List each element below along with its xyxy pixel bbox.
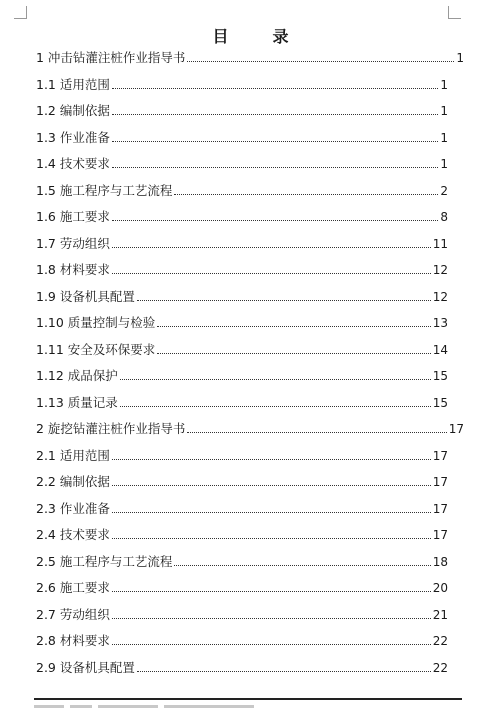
toc-section-entry[interactable]	[36, 75, 448, 93]
toc-page-number: 20	[432, 581, 448, 595]
toc-entry-text: 2.4 技术要求	[36, 527, 110, 542]
toc-entry-text: 2.9 设备机具配置	[36, 659, 135, 675]
toc-page-number: 1	[440, 157, 448, 171]
toc-entry-text: 1.5 施工程序与工艺流程	[36, 182, 173, 198]
toc-entry-text: 1.4 技术要求	[36, 156, 110, 171]
toc-entry-text: 1.9 设备机具配置	[36, 288, 135, 304]
toc-dot-leader	[112, 537, 431, 539]
toc-entry-text: 1.12 成品保护	[36, 368, 118, 383]
toc-entry-text: 1.8 材料要求	[36, 262, 110, 277]
toc-section-entry[interactable]	[36, 472, 448, 490]
crop-mark-top-left	[14, 6, 27, 19]
toc-entry-text: 2.3 作业准备	[36, 500, 110, 516]
toc-chapter-entry[interactable]	[36, 419, 464, 437]
toc-entry-text: 1.7 劳动组织	[36, 235, 110, 251]
toc-page-number: 2	[440, 183, 448, 198]
toc-entry-text: 2.2 编制依据	[36, 474, 110, 489]
toc-dot-leader	[187, 60, 454, 62]
toc-entry-text: 1.2 编制依据	[36, 103, 110, 118]
toc-section-entry[interactable]	[36, 631, 448, 649]
toc-page-number: 13	[432, 316, 448, 330]
toc-dot-leader	[120, 378, 431, 380]
toc-section-entry[interactable]	[36, 313, 448, 331]
toc-section-entry[interactable]	[36, 393, 448, 411]
toc-page-number: 1	[456, 51, 464, 65]
toc-entry-text: 2.7 劳动组织	[36, 606, 110, 622]
toc-entry-text: 1.6 施工要求	[36, 209, 110, 224]
toc-dot-leader	[157, 325, 430, 327]
toc-dot-leader	[112, 113, 439, 115]
toc-section-entry[interactable]	[36, 234, 448, 252]
toc-entry-text: 2.6 施工要求	[36, 580, 110, 595]
toc-dot-leader	[112, 617, 431, 619]
toc-dot-leader	[174, 564, 430, 566]
toc-page-number: 17	[432, 501, 448, 516]
toc-page-number: 12	[432, 263, 448, 277]
toc-section-entry[interactable]	[36, 154, 448, 172]
toc-page-number: 1	[440, 104, 448, 118]
toc-dot-leader	[112, 166, 439, 168]
toc-dot-leader	[112, 272, 431, 274]
toc-section-entry[interactable]	[36, 605, 448, 623]
toc-section-entry[interactable]	[36, 499, 448, 517]
toc-page-number: 18	[432, 554, 448, 569]
toc-dot-leader	[112, 219, 439, 221]
toc-dot-leader	[137, 299, 431, 301]
toc-page-number: 17	[448, 422, 464, 436]
toc-section-entry[interactable]	[36, 578, 448, 596]
toc-dot-leader	[174, 193, 438, 195]
toc-entry-text: 2.5 施工程序与工艺流程	[36, 553, 173, 569]
footer-rule	[34, 698, 462, 700]
toc-entry-text: 1.13 质量记录	[36, 394, 118, 410]
toc-page-number: 14	[432, 342, 448, 357]
toc-section-entry[interactable]	[36, 181, 448, 199]
toc-page-number: 12	[432, 289, 448, 304]
toc-page-number: 22	[432, 634, 448, 648]
toc-dot-leader	[112, 484, 431, 486]
toc-entry-text: 1.1 适用范围	[36, 76, 110, 92]
toc-section-entry[interactable]	[36, 287, 448, 305]
toc-dot-leader	[137, 670, 431, 672]
toc-page-number: 17	[432, 475, 448, 489]
toc-entry-text: 1 冲击钻灌注桩作业指导书	[36, 50, 186, 65]
toc-page-number: 15	[432, 395, 448, 410]
toc-dot-leader	[157, 352, 430, 354]
toc-section-entry[interactable]	[36, 128, 448, 146]
toc-page-number: 17	[432, 448, 448, 463]
toc-entry-text: 1.3 作业准备	[36, 129, 110, 145]
toc-page-number: 11	[432, 236, 448, 251]
toc-section-entry[interactable]	[36, 525, 448, 543]
toc-dot-leader	[187, 431, 446, 433]
toc-section-entry[interactable]	[36, 552, 448, 570]
toc-dot-leader	[112, 590, 431, 592]
crop-mark-top-right	[448, 6, 461, 19]
toc-dot-leader	[112, 511, 431, 513]
toc-page-number: 22	[432, 660, 448, 675]
toc-section-entry[interactable]	[36, 101, 448, 119]
toc-page-number: 21	[432, 607, 448, 622]
toc-page-number: 8	[440, 210, 448, 224]
toc-page-number: 17	[432, 528, 448, 542]
footer-faded-text	[34, 705, 462, 713]
toc-section-entry[interactable]	[36, 207, 448, 225]
toc-title: 目 录	[212, 27, 303, 46]
toc-dot-leader	[112, 246, 431, 248]
toc-chapter-entry[interactable]	[36, 48, 464, 66]
toc-entry-text: 1.10 质量控制与检验	[36, 315, 156, 330]
toc-page-number: 15	[432, 369, 448, 383]
toc-page-number: 1	[440, 77, 448, 92]
toc-dot-leader	[112, 87, 439, 89]
toc-section-entry[interactable]	[36, 446, 448, 464]
toc-dot-leader	[112, 458, 431, 460]
toc-section-entry[interactable]	[36, 658, 448, 676]
toc-entry-text: 2 旋挖钻灌注桩作业指导书	[36, 421, 186, 436]
toc-entry-text: 2.1 适用范围	[36, 447, 110, 463]
toc-dot-leader	[112, 140, 439, 142]
toc-section-entry[interactable]	[36, 366, 448, 384]
toc-dot-leader	[120, 405, 431, 407]
toc-entry-text: 2.8 材料要求	[36, 633, 110, 648]
toc-section-entry[interactable]	[36, 340, 448, 358]
toc-dot-leader	[112, 643, 431, 645]
toc-page-number: 1	[440, 130, 448, 145]
toc-section-entry[interactable]	[36, 260, 448, 278]
toc-entry-text: 1.11 安全及环保要求	[36, 341, 156, 357]
